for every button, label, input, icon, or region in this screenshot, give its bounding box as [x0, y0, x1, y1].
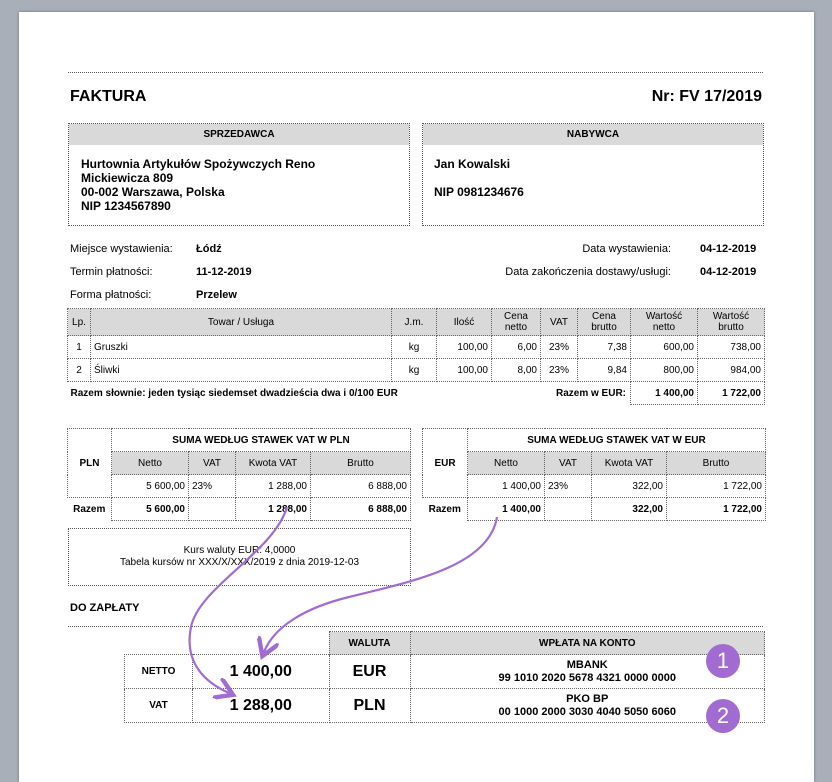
buyer-header: NABYWCA — [423, 124, 763, 145]
account-number: 00 1000 2000 3030 4040 5050 6060 — [498, 705, 676, 718]
cell: 1 288,00 — [236, 498, 311, 521]
vat-eur-title: SUMA WEDŁUG STAWEK VAT W EUR — [468, 429, 766, 452]
invoice-title: FAKTURA — [70, 88, 147, 105]
col-net-price: Cena netto — [492, 309, 541, 336]
cell: Gruszki — [91, 336, 392, 359]
total-netto: 1 400,00 — [631, 382, 698, 405]
payment-heading: DO ZAPŁATY — [70, 602, 140, 614]
vat-eur-col: VAT — [545, 452, 592, 475]
cell: 2 — [68, 359, 91, 382]
cell: 800,00 — [631, 359, 698, 382]
cell: 1 — [68, 336, 91, 359]
cell: Śliwki — [91, 359, 392, 382]
total-label: Razem w EUR: — [555, 387, 626, 399]
arrow-vat-pln — [190, 507, 287, 693]
seller-header: SPRZEDAWCA — [69, 124, 409, 145]
cell: 8,00 — [492, 359, 541, 382]
payment-col-account: WPŁATA NA KONTO — [410, 632, 765, 655]
vat-pln-col: VAT — [189, 452, 236, 475]
cell: 6,00 — [492, 336, 541, 359]
col-product: Towar / Usługa — [91, 309, 392, 336]
cell: 23% — [189, 475, 236, 498]
form-label: Forma płatności: — [70, 289, 152, 301]
cell: 984,00 — [698, 359, 765, 382]
cell: 1 288,00 — [236, 475, 311, 498]
cell: 23% — [541, 336, 578, 359]
vat-eur-col: Kwota VAT — [592, 452, 667, 475]
vat-pln-col: Netto — [112, 452, 189, 475]
cell: 1 400,00 — [468, 475, 545, 498]
bank-name: PKO BP — [566, 692, 609, 705]
due-value: 11-12-2019 — [196, 266, 252, 278]
cell: 5 600,00 — [112, 498, 189, 521]
cell: 322,00 — [592, 498, 667, 521]
issue-value: 04-12-2019 — [700, 243, 757, 255]
vat-eur-sum-label: Razem — [423, 498, 468, 521]
rate-line-2: Tabela kursów nr XXX/X/XXX/2019 z dnia 2019-12-03 — [119, 557, 360, 568]
cell: 9,84 — [578, 359, 631, 382]
col-lp: Lp. — [68, 309, 91, 336]
col-qty: Ilość — [437, 309, 492, 336]
due-label: Termin płatności: — [70, 266, 153, 278]
col-gross-price: Cena brutto — [578, 309, 631, 336]
seller-name: Hurtownia Artykułów Spożywczych Reno — [81, 157, 316, 171]
vat-eur-col: Netto — [468, 452, 545, 475]
vat-pln-sum-label: Razem — [68, 498, 112, 521]
seller-nip: NIP 1234567890 — [81, 199, 171, 213]
vat-pln-currency: PLN — [68, 429, 112, 498]
payment-currency: PLN — [329, 689, 410, 723]
col-net-value: Wartość netto — [631, 309, 698, 336]
payment-label: NETTO — [125, 655, 193, 689]
cell: 6 888,00 — [311, 475, 411, 498]
cell: 322,00 — [592, 475, 667, 498]
cell: 1 722,00 — [667, 498, 766, 521]
invoice-page — [19, 12, 814, 782]
cell: 7,38 — [578, 336, 631, 359]
cell: 5 600,00 — [112, 475, 189, 498]
payment-amount: 1 288,00 — [193, 689, 330, 723]
payment-label: VAT — [125, 689, 193, 723]
cell: 23% — [545, 475, 592, 498]
seller-street: Mickiewicza 809 — [81, 171, 174, 185]
cell: 100,00 — [437, 336, 492, 359]
issue-label: Data wystawienia: — [582, 243, 671, 255]
buyer-nip: NIP 0981234676 — [434, 185, 524, 199]
vat-pln-title: SUMA WEDŁUG STAWEK VAT W PLN — [112, 429, 411, 452]
arrow-netto-eur — [264, 517, 497, 652]
rate-line-1: Kurs waluty EUR: 4,0000 — [183, 545, 296, 556]
total-words: Razem słownie: jeden tysiąc siedemset dwadzieścia dwa i 0/100 EUR — [70, 387, 398, 399]
invoice-number: Nr: FV 17/2019 — [651, 88, 762, 105]
delivery-label: Data zakończenia dostawy/usługi: — [505, 266, 671, 278]
cell: 1 722,00 — [667, 475, 766, 498]
payment-amount: 1 400,00 — [193, 655, 330, 689]
col-gross-value: Wartość brutto — [698, 309, 765, 336]
buyer-name: Jan Kowalski — [434, 157, 511, 171]
cell: 100,00 — [437, 359, 492, 382]
cell: kg — [392, 336, 437, 359]
cell: 6 888,00 — [311, 498, 411, 521]
badge-1: 1 — [706, 644, 740, 678]
vat-pln-col: Kwota VAT — [236, 452, 311, 475]
cell: 600,00 — [631, 336, 698, 359]
col-vat: VAT — [541, 309, 578, 336]
place-label: Miejsce wystawienia: — [70, 243, 173, 255]
account-number: 99 1010 2020 5678 4321 0000 0000 — [498, 671, 676, 684]
place-value: Łódź — [196, 243, 222, 255]
total-brutto: 1 722,00 — [698, 382, 765, 405]
seller-city: 00-002 Warszawa, Polska — [81, 185, 225, 199]
payment-col-currency: WALUTA — [329, 632, 410, 655]
col-unit: J.m. — [392, 309, 437, 336]
cell: 738,00 — [698, 336, 765, 359]
cell: 1 400,00 — [468, 498, 545, 521]
payment-currency: EUR — [329, 655, 410, 689]
form-value: Przelew — [196, 289, 237, 301]
vat-pln-col: Brutto — [311, 452, 411, 475]
cell: kg — [392, 359, 437, 382]
annotation-arrows — [19, 12, 814, 769]
delivery-value: 04-12-2019 — [700, 266, 757, 278]
bank-name: MBANK — [566, 658, 608, 671]
badge-2: 2 — [706, 699, 740, 733]
vat-eur-col: Brutto — [667, 452, 766, 475]
vat-eur-currency: EUR — [423, 429, 468, 498]
cell: 23% — [541, 359, 578, 382]
